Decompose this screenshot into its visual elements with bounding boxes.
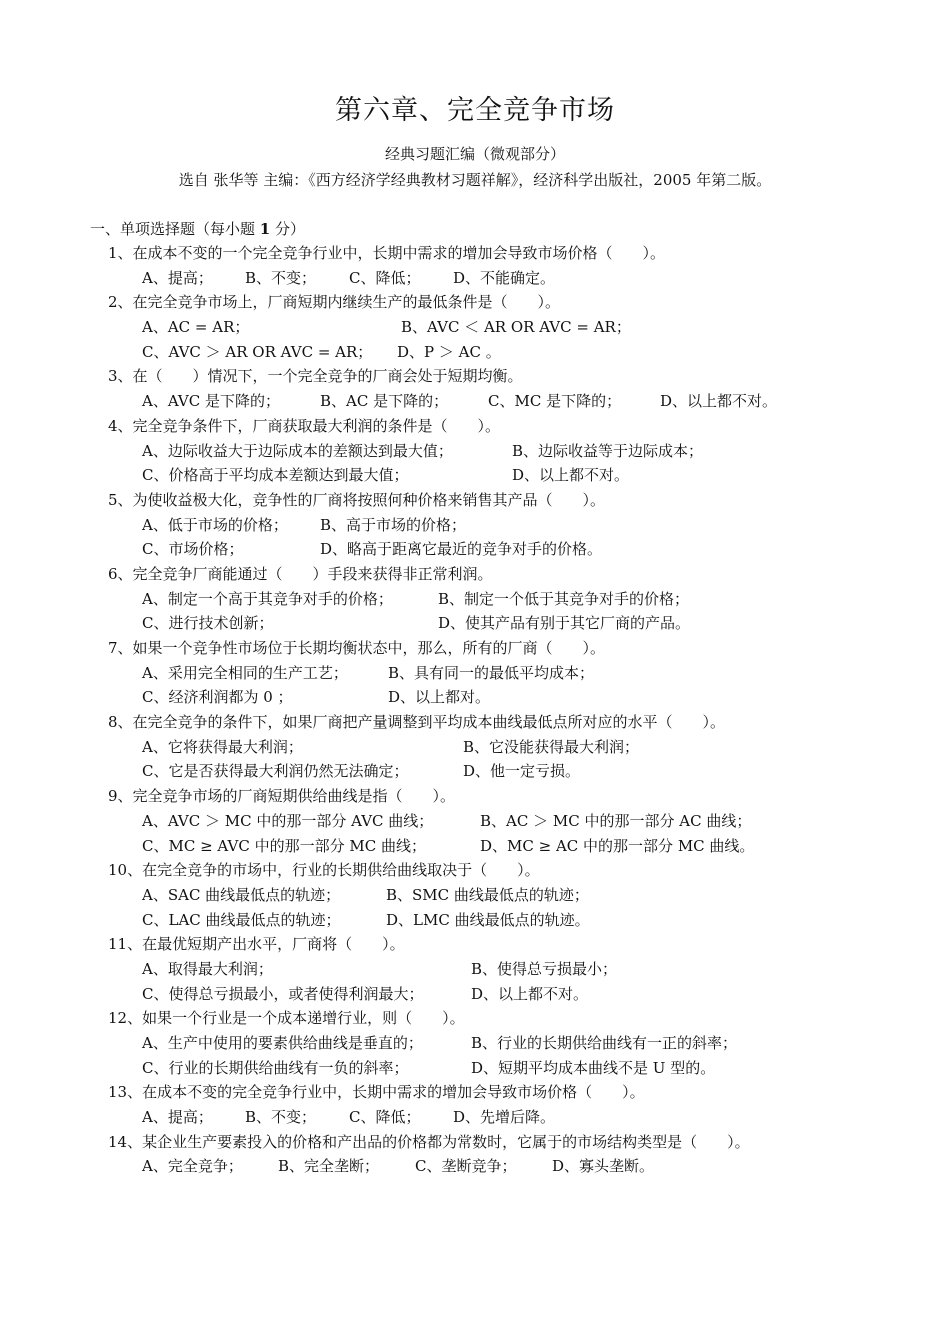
source-citation: 选自 张华等 主编：《西方经济学经典教材习题祥解》，经济科学出版社，2005 年第二版。 [178, 171, 772, 189]
answer-option: D、寡头垄断。 [552, 1157, 655, 1176]
option-row [0, 389, 950, 414]
answer-option: A、AVC 是下降的； [142, 392, 280, 411]
option-row [0, 340, 950, 365]
answer-option: C、它是否获得最大利润仍然无法确定； [142, 762, 409, 781]
answer-option: B、行业的长期供给曲线有一正的斜率； [471, 1034, 738, 1052]
answer-option: D、LMC 曲线最低点的轨迹。 [386, 910, 590, 929]
answer-option: A、边际收益大于边际成本的差额达到最大值； [142, 441, 453, 460]
answer-option: A、采用完全相同的生产工艺； [142, 663, 348, 682]
answer-option: D、不能确定。 [453, 268, 556, 287]
answer-option: B、它没能获得最大利润； [463, 737, 640, 756]
option-row [0, 1031, 950, 1056]
option-row [0, 1105, 950, 1130]
answer-option: A、完全竞争； [142, 1157, 243, 1176]
option-row [0, 957, 950, 982]
option-row [0, 439, 950, 464]
answer-option: B、高于市场的价格； [320, 515, 467, 534]
question-stem: 11、在最优短期产出水平，厂商将（ ）。 [108, 935, 405, 954]
option-row [0, 982, 950, 1007]
question-stem: 14、某企业生产要素投入的价格和产出品的价格都为常数时，它属于的市场结构类型是（ ）。 [108, 1132, 750, 1151]
question-stem: 1、在成本不变的一个完全竞争行业中，长期中需求的增加会导致市场价格（ ）。 [108, 244, 666, 262]
question-stem: 4、完全竞争条件下，厂商获取最大利润的条件是（ ）。 [108, 416, 501, 435]
answer-option: D、以上都不对。 [660, 392, 778, 411]
answer-option: A、生产中使用的要素供给曲线是垂直的； [142, 1034, 423, 1052]
answer-option: C、市场价格； [142, 540, 244, 559]
answer-option: C、行业的长期供给曲线有一负的斜率； [142, 1058, 409, 1077]
answer-option: C、经济利润都为 0 ； [142, 688, 293, 707]
question-stem: 3、在（ ）情况下，一个完全竞争的厂商会处于短期均衡。 [108, 367, 523, 386]
answer-option: A、它将获得最大利润； [142, 737, 303, 756]
answer-option: D、MC ≥ AC 中的那一部分 MC 曲线。 [480, 836, 755, 855]
answer-option: D、以上都不对。 [512, 466, 630, 485]
option-row [0, 587, 950, 612]
question-stem: 10、在完全竞争的市场中，行业的长期供给曲线取决于（ ）。 [108, 861, 540, 880]
option-row [0, 685, 950, 710]
option-row [0, 661, 950, 686]
answer-option: A、提高； [142, 1108, 213, 1127]
section-heading: 一、单项选择题（每小题 1 分） [90, 220, 305, 238]
question-list [0, 241, 950, 1179]
answer-option: D、使其产品有别于其它厂商的产品。 [438, 614, 691, 633]
question-stem: 9、完全竞争市场的厂商短期供给曲线是指（ ）。 [108, 787, 456, 806]
answer-option: C、垄断竞争； [415, 1157, 517, 1176]
answer-option: A、低于市场的价格； [142, 515, 288, 534]
answer-option: C、进行技术创新； [142, 614, 274, 633]
option-row [0, 735, 950, 760]
option-row [0, 1154, 950, 1179]
answer-option: B、不变； [245, 268, 317, 287]
option-row [0, 759, 950, 784]
answer-option: C、使得总亏损最小，或者使得利润最大； [142, 984, 424, 1003]
option-row [0, 883, 950, 908]
option-row [0, 537, 950, 562]
question-stem: 8、在完全竞争的条件下，如果厂商把产量调整到平均成本曲线最低点所对应的水平（ ）。 [108, 713, 726, 732]
question-stem: 2、在完全竞争市场上，厂商短期内继续生产的最低条件是（ ）。 [108, 293, 561, 312]
answer-option: B、具有同一的最低平均成本； [388, 663, 595, 682]
answer-option: A、AC = AR； [142, 318, 250, 337]
answer-option: B、不变； [245, 1108, 317, 1127]
option-row [0, 463, 950, 488]
option-row [0, 611, 950, 636]
answer-option: C、AVC ＞ AR OR AVC = AR； [142, 342, 373, 361]
answer-option: C、降低； [349, 268, 421, 287]
answer-option: C、降低； [349, 1108, 421, 1127]
answer-option: B、制定一个低于其竞争对手的价格； [438, 589, 690, 608]
answer-option: A、提高； [142, 268, 213, 287]
answer-option: C、价格高于平均成本差额达到最大值； [142, 466, 409, 485]
answer-option: D、他一定亏损。 [463, 762, 581, 781]
answer-option: D、P ＞ AC 。 [397, 342, 501, 361]
answer-option: D、以上都对。 [388, 688, 491, 707]
answer-option: B、AC ＞ MC 中的那一部分 AC 曲线； [480, 811, 752, 830]
answer-option: A、AVC ＞ MC 中的那一部分 AVC 曲线； [142, 811, 434, 830]
answer-option: C、MC ≥ AVC 中的那一部分 MC 曲线； [142, 836, 426, 855]
option-row [0, 908, 950, 933]
option-row [0, 834, 950, 859]
option-row [0, 315, 950, 340]
answer-option: D、短期平均成本曲线不是 U 型的。 [471, 1058, 716, 1077]
question-stem: 6、完全竞争厂商能通过（ ）手段来获得非正常利润。 [108, 564, 493, 583]
answer-option: B、SMC 曲线最低点的轨迹； [386, 885, 589, 904]
answer-option: A、制定一个高于其竞争对手的价格； [142, 589, 393, 608]
answer-option: B、AVC ＜ AR OR AVC = AR； [401, 318, 631, 337]
answer-option: C、LAC 曲线最低点的轨迹； [142, 910, 341, 929]
option-row [0, 1056, 950, 1081]
question-stem: 13、在成本不变的完全竞争行业中，长期中需求的增加会导致市场价格（ ）。 [108, 1083, 645, 1102]
option-row [0, 809, 950, 834]
answer-option: D、略高于距离它最近的竞争对手的价格。 [320, 540, 603, 559]
answer-option: B、边际收益等于边际成本； [512, 441, 704, 460]
answer-option: D、先增后降。 [453, 1108, 556, 1127]
question-stem: 12、如果一个行业是一个成本递增行业，则（ ）。 [108, 1009, 465, 1028]
answer-option: C、MC 是下降的； [488, 392, 622, 411]
answer-option: A、取得最大利润； [142, 959, 273, 978]
answer-option: A、SAC 曲线最低点的轨迹； [142, 885, 341, 904]
question-stem: 7、如果一个竞争性市场位于长期均衡状态中，那么，所有的厂商（ ）。 [108, 639, 606, 657]
answer-option: D、以上都不对。 [471, 984, 589, 1003]
answer-option: B、使得总亏损最小； [471, 959, 618, 978]
option-row [0, 266, 950, 291]
answer-option: B、AC 是下降的； [320, 392, 449, 411]
option-row [0, 513, 950, 538]
page-subtitle: 经典习题汇编（微观部分） [384, 145, 565, 163]
answer-option: B、完全垄断； [278, 1157, 380, 1176]
page-title: 第六章、完全竞争市场 [335, 95, 615, 126]
question-stem: 5、为使收益极大化，竞争性的厂商将按照何种价格来销售其产品（ ）。 [108, 490, 606, 509]
